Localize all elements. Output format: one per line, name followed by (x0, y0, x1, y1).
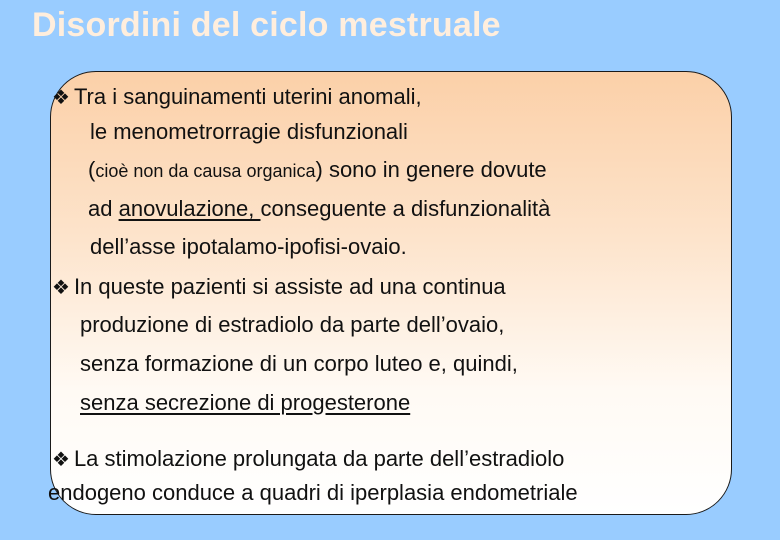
bullet-2-line-3: senza formazione di un corpo luteo e, quindi, (80, 351, 518, 376)
diamond-bullet-icon: ❖ (52, 87, 70, 109)
bullet-2-line-4 (80, 392, 410, 414)
bullet-1-line-1: ❖ Tra i sanguinamenti uterini anomali, (52, 84, 422, 109)
diamond-bullet-icon: ❖ (52, 277, 70, 299)
bullet-1-line-2: le menometrorragie disfunzionali (90, 119, 408, 144)
bullet-1-line-4: ad anovulazione, conseguente a disfunzionalità (88, 196, 551, 221)
bullet-3-line-2: endogeno conduce a quadri di iperplasia endometriale (48, 480, 578, 505)
bullet-3-line-1: ❖ La stimolazione prolungata da parte dell’estradiolo (52, 446, 565, 471)
slide-title: Disordini del ciclo mestruale (32, 6, 501, 44)
diamond-bullet-icon: ❖ (52, 449, 70, 471)
bullet-1-line-5: dell’asse ipotalamo-ipofisi-ovaio. (90, 234, 407, 259)
anovulazione-underlined: anovulazione, (118, 196, 261, 221)
bullet-2-line-1: ❖ In queste pazienti si assiste ad una continua (52, 274, 506, 299)
progesterone-underlined: senza secrezione di progesterone (80, 390, 411, 415)
bullet-1-line-3: (cioè non da causa organica) sono in genere dovute (88, 157, 547, 182)
bullet-2-line-2: produzione di estradiolo da parte dell’ovaio, (80, 312, 505, 337)
